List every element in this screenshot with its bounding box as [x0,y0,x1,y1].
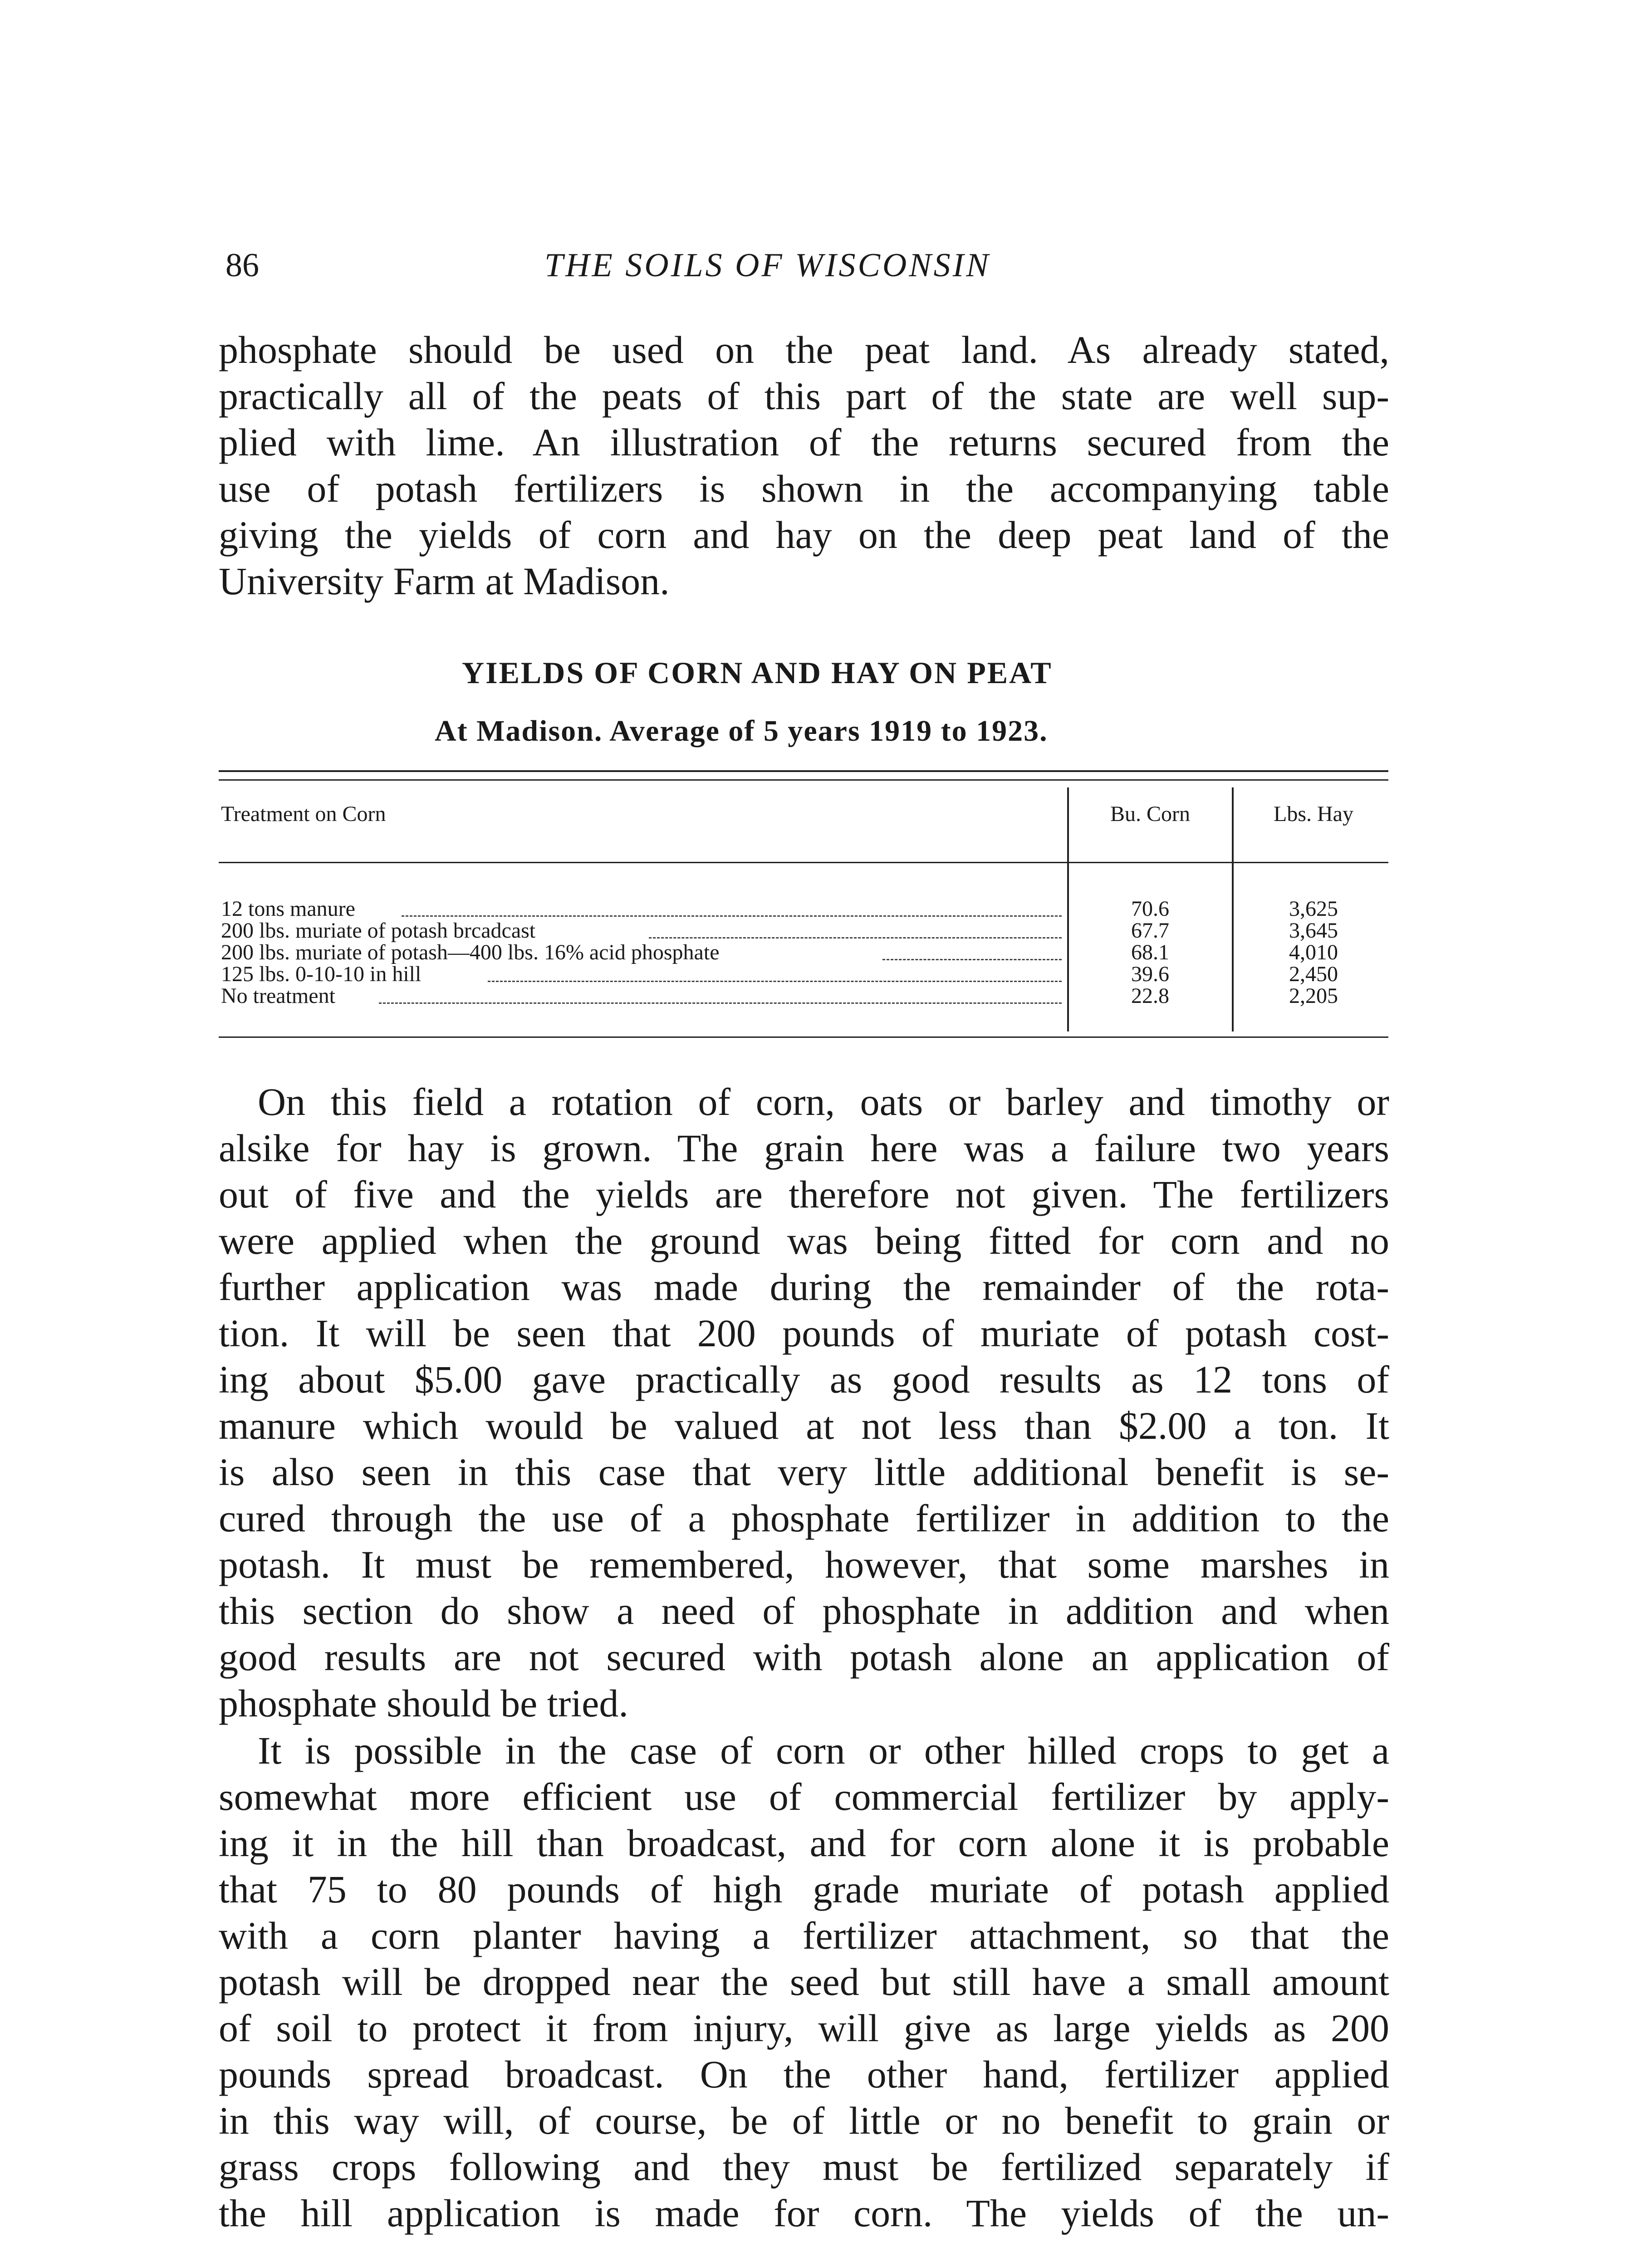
corn-value: 22.8 [1131,984,1169,1008]
header-rule [219,862,1388,863]
corn-value: 68.1 [1131,940,1169,964]
column-divider [1232,787,1234,1031]
text-line: alsike for hay is grown. The grain here was a failure two years [219,1126,1389,1170]
text-line: is also seen in this case that very little additional benefit is se- [219,1450,1389,1494]
text-line: tion. It will be seen that 200 pounds of muriate of potash cost- [219,1311,1389,1355]
text-line: University Farm at Madison. [219,559,670,603]
hay-value: 3,645 [1289,919,1338,943]
column-header-treatment: Treatment on Corn [221,802,386,826]
text-line: phosphate should be used on the peat land. As already stated, [219,328,1389,371]
text-line: somewhat more efficient use of commercial fertilizer by apply- [219,1775,1389,1818]
text-line: giving the yields of corn and hay on the deep peat land of the [219,513,1389,557]
text-line: On this field a rotation of corn, oats or barley and timothy or [258,1080,1389,1124]
text-line: were applied when the ground was being fitted for corn and no [219,1219,1389,1262]
text-line: potash will be dropped near the seed but still have a small amount [219,1960,1389,2004]
table-bottom-rule [219,1036,1388,1038]
table-top-rule-2 [219,779,1388,781]
text-line: the hill application is made for corn. The yields of the un- [219,2191,1389,2235]
paragraph-hill-application [219,1727,1389,2236]
table-row-treatment: 12 tons manure [221,897,355,921]
table-row-treatment: 125 lbs. 0-10-10 in hill [221,962,422,986]
table-row-treatment: 200 lbs. muriate of potash—400 lbs. 16% acid phosphate [221,940,720,964]
column-header-hay: Lbs. Hay [1274,802,1353,826]
paragraph-rotation [219,1079,1389,1726]
dot-leader [882,942,1062,960]
text-line: ing it in the hill than broadcast, and for corn alone it is probable [219,1821,1389,1865]
page-number: 86 [225,247,259,284]
dot-leader [402,898,1062,917]
dot-leader [379,985,1062,1004]
text-line: use of potash fertilizers is shown in the accompanying table [219,467,1389,510]
text-line: plied with lime. An illustration of the returns secured from the [219,420,1389,464]
text-line: out of five and the yields are therefore not given. The fertilizers [219,1173,1389,1216]
text-line: further application was made during the remainder of the rota- [219,1265,1389,1309]
intro-paragraph [219,327,1389,604]
text-line: potash. It must be remembered, however, that some marshes in [219,1543,1389,1586]
hay-value: 2,205 [1289,984,1338,1008]
text-line: with a corn planter having a fertilizer attachment, so that the [219,1914,1389,1957]
text-line: of soil to protect it from injury, will give as large yields as 200 [219,2006,1389,2050]
column-divider [1067,787,1069,1031]
table-title: YIELDS OF CORN AND HAY ON PEAT [462,655,1053,690]
text-line: practically all of the peats of this part of the state are well sup- [219,374,1389,418]
text-line: that 75 to 80 pounds of high grade muriate of potash applied [219,1867,1389,1911]
dot-leader [488,963,1062,982]
table-row-treatment: No treatment [221,984,335,1008]
text-line: ing about $5.00 gave practically as good results as 12 tons of [219,1358,1389,1401]
running-head: THE SOILS OF WISCONSIN [544,247,991,284]
corn-value: 67.7 [1131,919,1169,943]
text-line: manure which would be valued at not less than $2.00 a ton. It [219,1404,1389,1447]
hay-value: 4,010 [1289,940,1338,964]
text-line: phosphate should be tried. [219,1681,628,1725]
corn-value: 39.6 [1131,962,1169,986]
text-line: in this way will, of course, be of little or no benefit to grain or [219,2099,1389,2142]
dot-leader [649,920,1062,938]
column-header-corn: Bu. Corn [1110,802,1190,826]
hay-value: 3,625 [1289,897,1338,921]
text-line: this section do show a need of phosphate in addition and when [219,1589,1389,1633]
text-line: pounds spread broadcast. On the other hand, fertilizer applied [219,2053,1389,2096]
text-line: It is possible in the case of corn or other hilled crops to get a [258,1729,1389,1772]
text-line: good results are not secured with potash alone an application of [219,1635,1389,1679]
text-line: cured through the use of a phosphate fertilizer in addition to the [219,1496,1389,1540]
hay-value: 2,450 [1289,962,1338,986]
table-subtitle: At Madison. Average of 5 years 1919 to 1923. [435,714,1048,748]
table-row-treatment: 200 lbs. muriate of potash brcadcast [221,919,536,943]
table-top-rule [219,770,1388,772]
corn-value: 70.6 [1131,897,1169,921]
text-line: grass crops following and they must be fertilized separately if [219,2145,1389,2189]
